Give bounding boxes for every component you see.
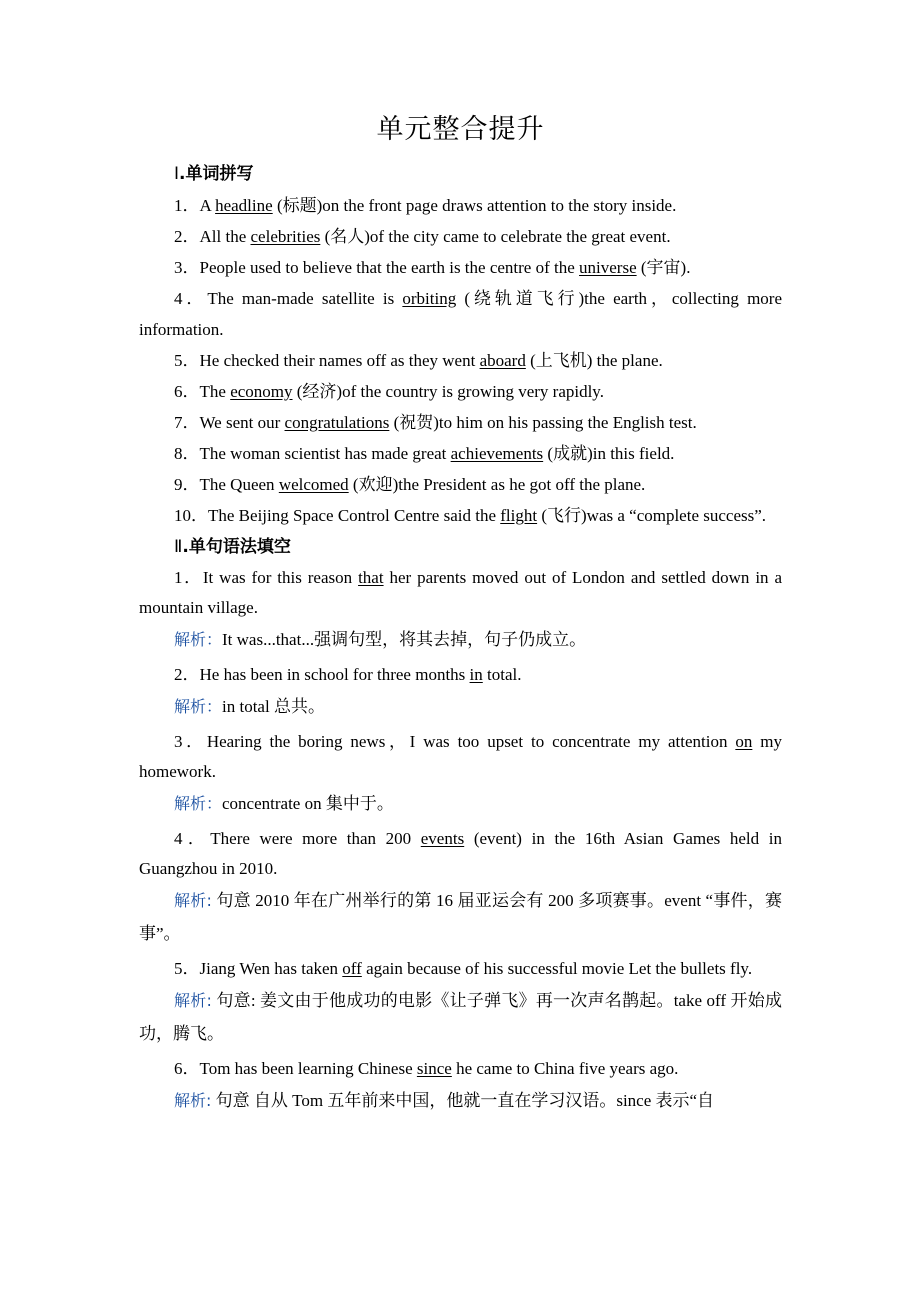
explanation-label: 解析： — [174, 794, 223, 813]
explanation-label: 解析： — [174, 630, 223, 649]
sentence-end: (经济)of the country is growing very rapidly. — [292, 382, 604, 401]
explanation-text: 句意 2010 年在广州举行的第 16 届亚运会有 200 多项赛事。event “事件，赛事”。 — [139, 891, 782, 943]
answer-word: that — [358, 568, 384, 587]
section-heading-spelling — [139, 158, 782, 190]
item-number: 4． — [174, 289, 208, 308]
grammar-item — [139, 824, 782, 884]
explanation-text: 句意: 姜文由于他成功的电影《让子弹飞》再一次声名鹊起。take off 开始成功，腾飞。 — [139, 991, 782, 1043]
explanation-label: 解析: — [174, 991, 212, 1010]
answer-word: off — [342, 959, 362, 978]
sentence-end: (标题)on the front page draws attention to the story inside. — [272, 196, 677, 215]
sentence-start: The — [199, 382, 231, 401]
explanation-text: concentrate on 集中于。 — [222, 794, 394, 813]
item-number: 9． — [174, 475, 200, 494]
sentence-end: he came to China five years ago. — [451, 1059, 679, 1078]
sentence-start: He has been in school for three months — [199, 665, 470, 684]
explanation — [139, 623, 782, 656]
answer-word: on — [735, 732, 753, 751]
spelling-item — [139, 407, 782, 438]
grammar-item — [139, 954, 782, 984]
item-number: 5． — [174, 959, 200, 978]
grammar-item — [139, 563, 782, 623]
section-roman-numeral: Ⅰ — [174, 164, 180, 183]
explanation — [139, 787, 782, 820]
explanation-label: 解析： — [174, 697, 223, 716]
grammar-list — [139, 563, 782, 1117]
sentence-start: The man-made satellite is — [207, 289, 403, 308]
sentence-start: He checked their names off as they went — [199, 351, 480, 370]
page-title: 单元整合提升 — [376, 114, 545, 145]
item-number: 3． — [174, 258, 200, 277]
sentence-end: (成就)in this field. — [543, 444, 675, 463]
explanation — [139, 884, 782, 950]
answer-word: orbiting — [402, 289, 457, 308]
spelling-item — [139, 190, 782, 221]
item-number: 2． — [174, 227, 200, 246]
sentence-start: There were more than 200 — [210, 829, 421, 848]
explanation — [139, 1084, 782, 1117]
answer-word: events — [420, 829, 465, 848]
answer-word: in — [469, 665, 483, 684]
section-roman-numeral: Ⅱ — [174, 537, 183, 556]
item-number: 6． — [174, 1059, 200, 1078]
sentence-start: People used to believe that the earth is the centre of the — [199, 258, 580, 277]
item-number: 8． — [174, 444, 200, 463]
spelling-item — [139, 500, 782, 531]
sentence-start: Tom has been learning Chinese — [199, 1059, 417, 1078]
answer-word: flight — [500, 506, 538, 525]
spelling-item — [139, 283, 782, 345]
explanation — [139, 690, 782, 723]
sentence-start: Jiang Wen has taken — [199, 959, 343, 978]
document-page — [139, 108, 782, 1121]
answer-word: aboard — [479, 351, 526, 370]
sentence-start: Hearing the boring news，I was too upset to concentrate my attention — [206, 732, 736, 751]
sentence-start: A — [199, 196, 216, 215]
answer-word: universe — [579, 258, 637, 277]
explanation-text: in total 总共。 — [222, 697, 325, 716]
sentence-end: (宇宙). — [636, 258, 691, 277]
answer-word: celebrities — [250, 227, 321, 246]
explanation-label: 解析: — [174, 1091, 212, 1110]
item-number: 2． — [174, 665, 200, 684]
sentence-end: (event) in the 16th Asian Games held in Guangzhou in 2010. — [139, 829, 782, 878]
item-number: 1． — [174, 568, 203, 587]
sentence-end: (飞行)was a “complete success”. — [537, 506, 767, 525]
spelling-item — [139, 221, 782, 252]
item-number: 1． — [174, 196, 200, 215]
explanation-text: 句意 自从 Tom 五年前来中国，他就一直在学习汉语。since 表示“自 — [211, 1091, 715, 1110]
grammar-item — [139, 660, 782, 690]
sentence-start: The woman scientist has made great — [199, 444, 451, 463]
sentence-start: All the — [199, 227, 251, 246]
section-label: .单词拼写 — [179, 164, 254, 184]
sentence-end: (欢迎)the President as he got off the plane. — [348, 475, 646, 494]
sentence-end: (绕轨道飞行)the earth，collecting more information. — [139, 289, 782, 339]
item-number: 3． — [174, 732, 207, 751]
section-heading-grammar — [139, 531, 782, 563]
sentence-start: We sent our — [199, 413, 285, 432]
sentence-end: her parents moved out of London and settled down in a mountain village. — [139, 568, 783, 617]
sentence-end: again because of his successful movie Let the bullets fly. — [361, 959, 753, 978]
sentence-end: my homework. — [139, 732, 782, 781]
grammar-item — [139, 727, 782, 787]
sentence-end: total. — [482, 665, 522, 684]
answer-word: headline — [215, 196, 273, 215]
grammar-item — [139, 1054, 782, 1084]
spelling-item — [139, 469, 782, 500]
spelling-item — [139, 345, 782, 376]
item-number: 4． — [174, 829, 211, 848]
explanation-label: 解析: — [174, 891, 212, 910]
spelling-item — [139, 252, 782, 283]
sentence-start: It was for this reason — [202, 568, 359, 587]
item-number: 10． — [174, 506, 208, 525]
answer-word: achievements — [450, 444, 544, 463]
sentence-end: (祝贺)to him on his passing the English test. — [389, 413, 697, 432]
answer-word: since — [416, 1059, 452, 1078]
explanation-text: It was...that...强调句型，将其去掉，句子仍成立。 — [222, 630, 587, 649]
section-label: .单句语法填空 — [182, 537, 291, 557]
explanation — [139, 984, 782, 1050]
item-number: 6． — [174, 382, 200, 401]
answer-word: welcomed — [278, 475, 349, 494]
answer-word: congratulations — [284, 413, 390, 432]
item-number: 5． — [174, 351, 200, 370]
sentence-end: (上飞机) the plane. — [525, 351, 663, 370]
spelling-item — [139, 438, 782, 469]
sentence-end: (名人)of the city came to celebrate the great event. — [320, 227, 671, 246]
sentence-start: The Queen — [199, 475, 279, 494]
sentence-start: The Beijing Space Control Centre said the — [208, 506, 501, 525]
spelling-item — [139, 376, 782, 407]
spelling-list — [139, 190, 782, 531]
item-number: 7． — [174, 413, 200, 432]
answer-word: economy — [230, 382, 293, 401]
